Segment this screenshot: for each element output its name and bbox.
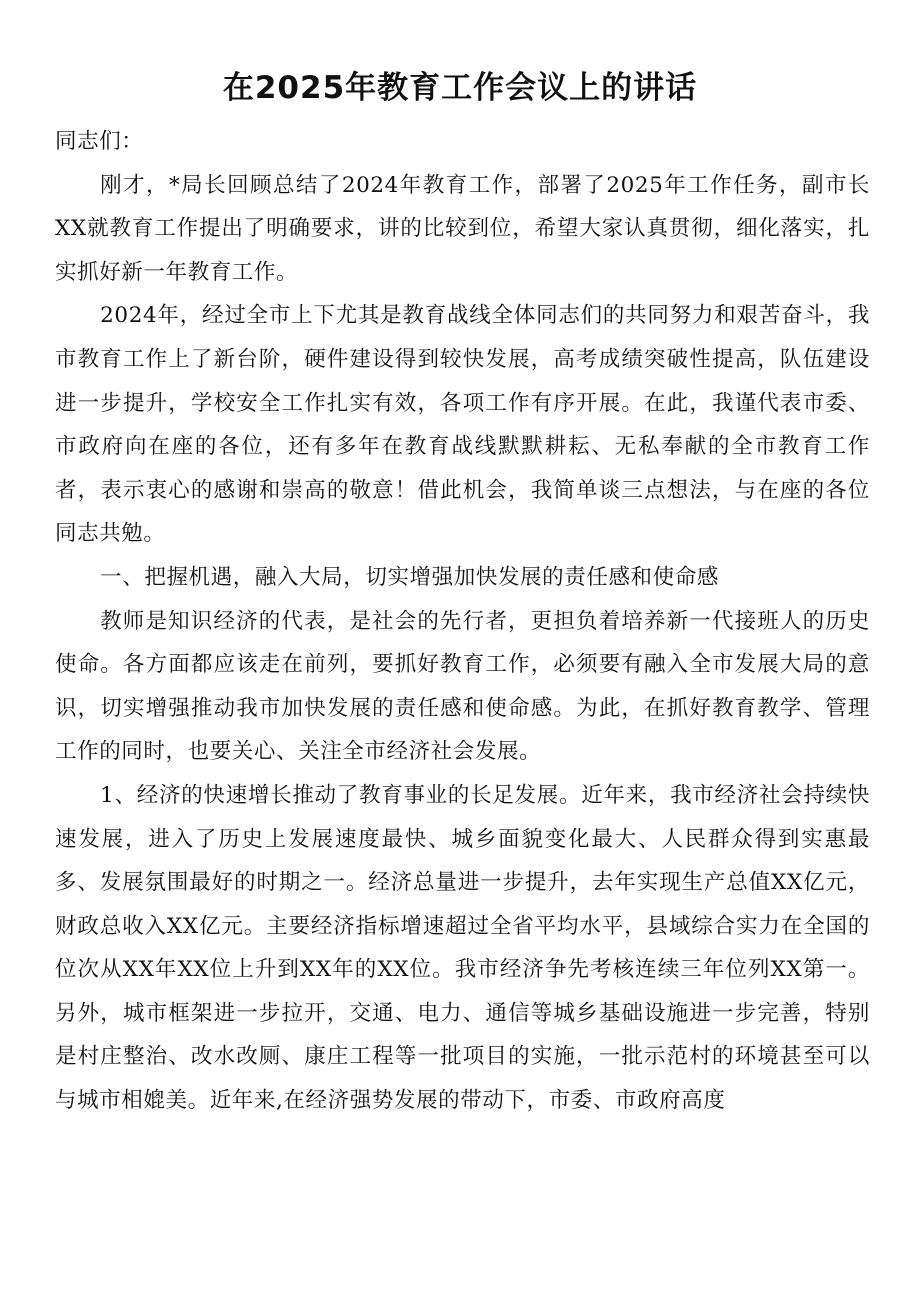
document-body [55,120,870,1123]
document-title: 在2025年教育工作会议上的讲话 [222,70,698,106]
section-heading-1: 一、把握机遇，融入大局，切实增强加快发展的责任感和使命感 [100,564,719,590]
salutation: 同志们： [55,129,144,154]
paragraph-economy: 1、经济的快速增长推动了教育事业的长足发展。近年来，我市经济社会持续快速发展，进入了历史上发展速度最快、城乡面貌变化最大、人民群众得到实惠最多、发展氛围最好的时期之一。经济总量进一步提升，去年实现生产总值XX亿元，财政总收入XX亿元。主要经济指标增速超过全省平均水平，县域综合实力在全国的位次从XX年XX位上升到XX年的XX位。我市经济争先考核连续三年位列XX第一。另外，城市框架进一步拉开，交通、电力、通信等城乡基础设施进一步完善，特别是村庄整治、改水改厕、康庄工程等一批项目的实施，一批示范村的环境甚至可以与城市相媲美。近年来,在经济强势发展的带动下，市委、市政府高度 [55,782,870,1114]
paragraph-opening: 刚才，*局长回顾总结了2024年教育工作，部署了2025年工作任务，副市长XX就教育工作提出了明确要求，讲的比较到位，希望大家认真贯彻，细化落实，扎实抓好新一年教育工作。 [55,172,870,285]
paragraph-review-2024: 2024年，经过全市上下尤其是教育战线全体同志们的共同努力和艰苦奋斗，我市教育工作上了新台阶，硬件建设得到较快发展，高考成绩突破性提高，队伍建设进一步提升，学校安全工作扎实有效，各项工作有序开展。在此，我谨代表市委、市政府向在座的各位，还有多年在教育战线默默耕耘、无私奉献的全市教育工作者，表示衷心的感谢和崇高的敬意！借此机会，我简单谈三点想法，与在座的各位同志共勉。 [55,303,870,547]
paragraph-teachers: 教师是知识经济的代表，是社会的先行者，更担负着培养新一代接班人的历史使命。各方面都应该走在前列，要抓好教育工作，必须要有融入全市发展大局的意识，切实增强推动我市加快发展的责任感和使命感。为此，在抓好教育教学、管理工作的同时，也要关心、关注全市经济社会发展。 [55,608,870,765]
